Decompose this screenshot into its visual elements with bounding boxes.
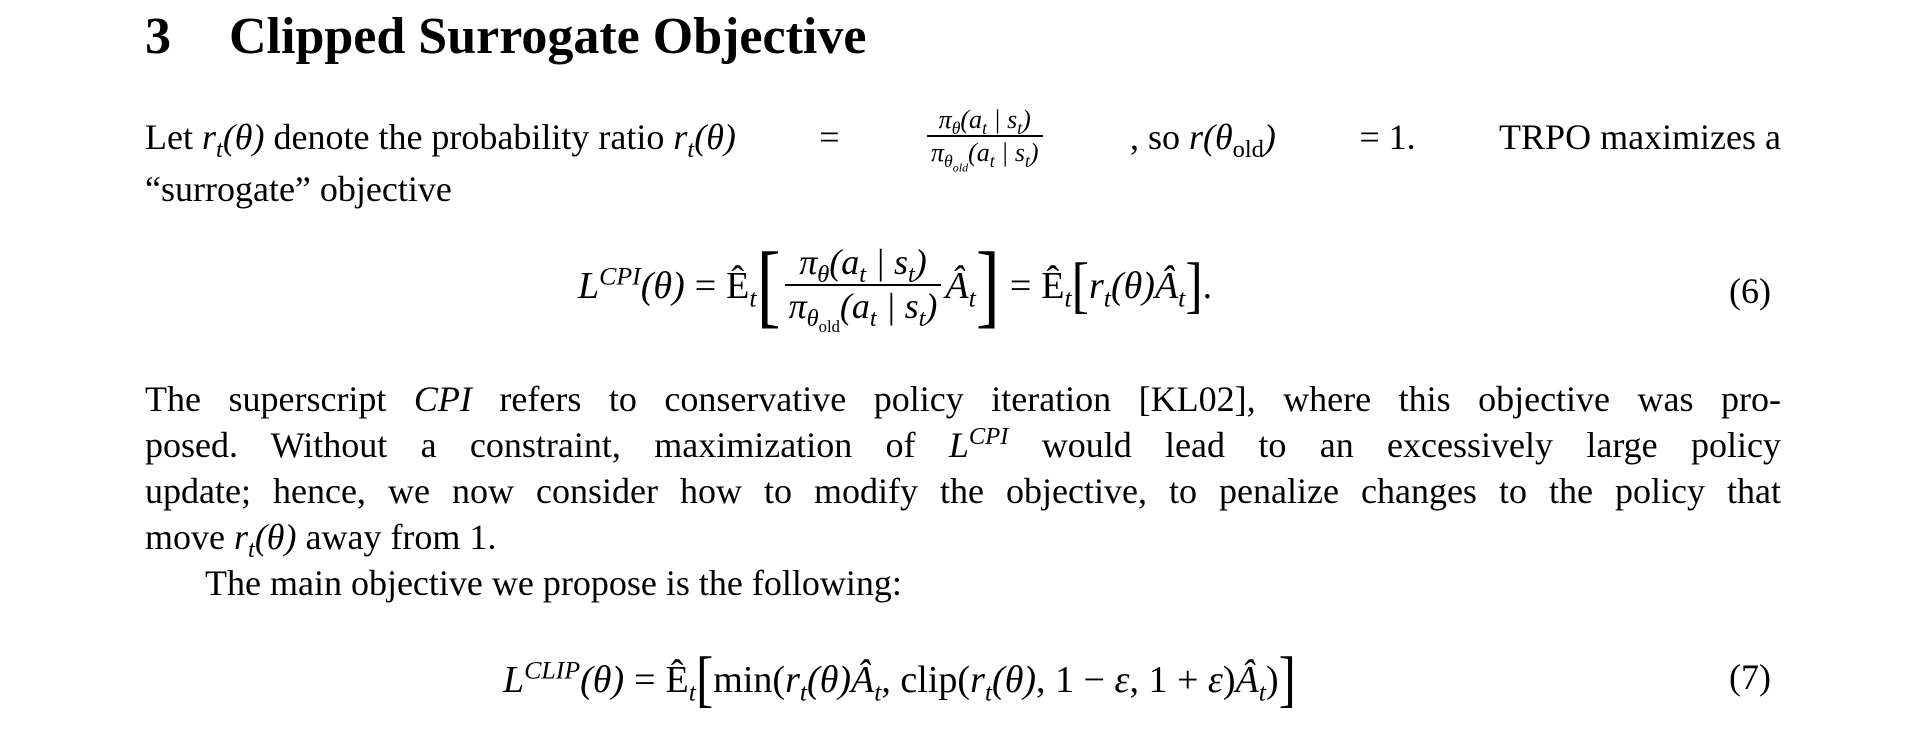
eq7-superscript: CLIP (524, 654, 581, 684)
para1-text: TRPO maximizes a (1499, 117, 1781, 157)
para2-line2: posed. Without a constraint, maximization of $L^{CPI}$ would lead to an excessively large policy (145, 423, 1781, 465)
para2-line1: The superscript CPI refers to conservative policy iteration [KL02], where this objective was pro- (145, 379, 1781, 419)
para1-line2: “surrogate” objective (145, 169, 452, 209)
para1-line1: Let $r_t(\theta)$ denote the probability ratio $r_t(\theta)$ = $\frac{\pi_\theta(a_t | s_t)}{\pi_{\theta_{old}}(a_t | s_t)}$ , so $r(\theta_{old})$ = 1. TRPO maximizes a (145, 105, 1781, 176)
eq6-fraction: $\frac{\pi_\theta(a_t | s_t)}{\pi_{\theta_{old}}(a_t | s_t)}$ (785, 244, 942, 327)
section-number: 3 (145, 8, 171, 65)
ratio-definition: $r_t(\theta)$ (673, 117, 736, 164)
ratio-fraction: $\frac{\pi_\theta(a_t | s_t)}{\pi_{\theta_{old}}(a_t | s_t)}$ (927, 106, 1043, 168)
section-heading (145, 2, 866, 72)
para1-text: , so (1129, 117, 1189, 157)
para3: The main objective we propose is the following: (205, 563, 902, 603)
equation-7-number: (7) (1729, 657, 1771, 697)
cpi-term: CPI (413, 379, 472, 419)
para2-line3: update; hence, we now consider how to modify the objective, to penalize changes to the policy that (145, 471, 1781, 511)
para1-text: denote the probability ratio (264, 117, 674, 157)
section-title: Clipped Surrogate Objective (229, 8, 867, 65)
equation-7: $L^{CLIP}(\theta)$ = $Ê_t$ [ $\min(r_t(\theta)Â_t$, $clip(r_t(\theta)$, 1 − ε, $1 + \varepsilon)Â_t$) ] (503, 645, 1296, 714)
ratio-symbol: $r_t(\theta)$ (201, 117, 265, 164)
para1-text: Let (145, 117, 202, 157)
equation-6-number: (6) (1729, 271, 1771, 311)
para2-line4: move $r_t(\theta)$ away from 1. (145, 517, 497, 564)
equation-6: $L^{CPI}(\theta)$ = $Ê_t$ [ $\frac{\pi_\theta(a_t | s_t)}{\pi_{\theta_{old}}(a_t | s_t)}$ $Â_t$ ] = $Ê_t$ [ $r_t(\theta)Â_t$ ] . (578, 232, 1213, 337)
eq6-superscript: CPI (599, 260, 641, 290)
